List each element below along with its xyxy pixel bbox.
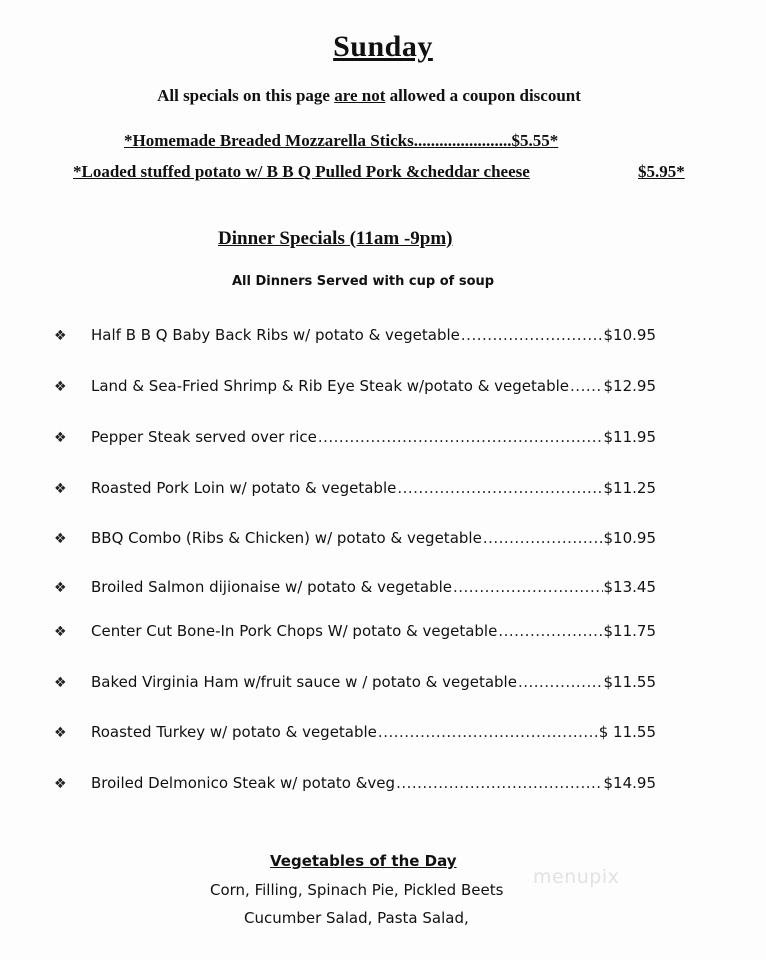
special-mozzarella-sticks: *Homemade Breaded Mozzarella Sticks.......................$5.55* [124,131,559,150]
menu-item-name: Broiled Salmon dijionaise w/ potato & vegetable [91,578,452,596]
dinner-specials-heading: Dinner Specials (11am -9pm) [218,228,453,249]
bullet-icon: ❖ [54,725,67,741]
menu-item-price: $11.55 [603,673,656,691]
dot-leader [498,622,602,640]
menu-item [54,529,656,551]
bullet-icon: ❖ [54,776,67,792]
menu-item-price: $10.95 [603,326,656,344]
menu-item [54,578,656,600]
special-loaded-potato-name: *Loaded stuffed potato w/ B B Q Pulled Pork &cheddar cheese [73,162,530,181]
menu-item-price: $12.95 [603,377,656,395]
menu-item-name: Roasted Turkey w/ potato & vegetable [91,723,377,741]
bullet-icon: ❖ [54,430,67,446]
menu-item-name: BBQ Combo (Ribs & Chicken) w/ potato & vegetable [91,529,482,547]
dot-leader [397,479,602,497]
menu-item-price: $11.25 [603,479,656,497]
vegetables-line-2: Cucumber Salad, Pasta Salad, [244,909,469,927]
menu-item-price: $14.95 [603,774,656,792]
bullet-icon: ❖ [54,328,67,344]
menu-item [54,479,656,501]
dot-leader [396,774,602,792]
vegetables-heading: Vegetables of the Day [270,852,457,870]
dot-leader [518,673,603,691]
menu-item-price: $11.75 [603,622,656,640]
bullet-icon: ❖ [54,481,67,497]
dot-leader [453,578,603,596]
menu-item-name: Pepper Steak served over rice [91,428,317,446]
vegetables-line-1: Corn, Filling, Spinach Pie, Pickled Beets [210,881,504,899]
menu-item-price: $ 11.55 [598,723,656,741]
dinner-specials-subheading: All Dinners Served with cup of soup [232,274,495,289]
special-loaded-potato-price: $5.95* [638,162,685,181]
menu-item [54,723,656,745]
dot-leader [378,723,598,741]
watermark: menupix [533,866,620,888]
menu-item [54,622,656,644]
menu-item-name: Land & Sea-Fried Shrimp & Rib Eye Steak w/potato & vegetable [91,377,570,395]
menu-item-price: $11.95 [603,428,656,446]
menu-item [54,377,656,399]
menu-item-name: Half B B Q Baby Back Ribs w/ potato & vegetable [91,326,460,344]
coupon-note-emphasis: are not [334,86,386,105]
dot-leader [483,529,603,547]
menu-item [54,673,656,695]
coupon-note-after: allowed a coupon discount [385,86,581,105]
menu-item-name: Center Cut Bone-In Pork Chops W/ potato & vegetable [91,622,498,640]
bullet-icon: ❖ [54,531,67,547]
bullet-icon: ❖ [54,580,67,596]
menu-item-price: $13.45 [603,578,656,596]
bullet-icon: ❖ [54,379,67,395]
menu-item [54,774,656,796]
dot-leader [570,377,602,395]
menu-item [54,326,656,348]
page-title: Sunday [333,30,433,63]
menu-item-name: Broiled Delmonico Steak w/ potato &veg [91,774,396,792]
dot-leader [318,428,603,446]
coupon-note [0,86,752,106]
dot-leader [461,326,603,344]
menu-item [54,428,656,450]
bullet-icon: ❖ [54,624,67,640]
menu-item-price: $10.95 [603,529,656,547]
coupon-note-before: All specials on this page [157,86,335,105]
bullet-icon: ❖ [54,675,67,691]
menu-item-name: Roasted Pork Loin w/ potato & vegetable [91,479,397,497]
menu-item-name: Baked Virginia Ham w/fruit sauce w / potato & vegetable [91,673,517,691]
